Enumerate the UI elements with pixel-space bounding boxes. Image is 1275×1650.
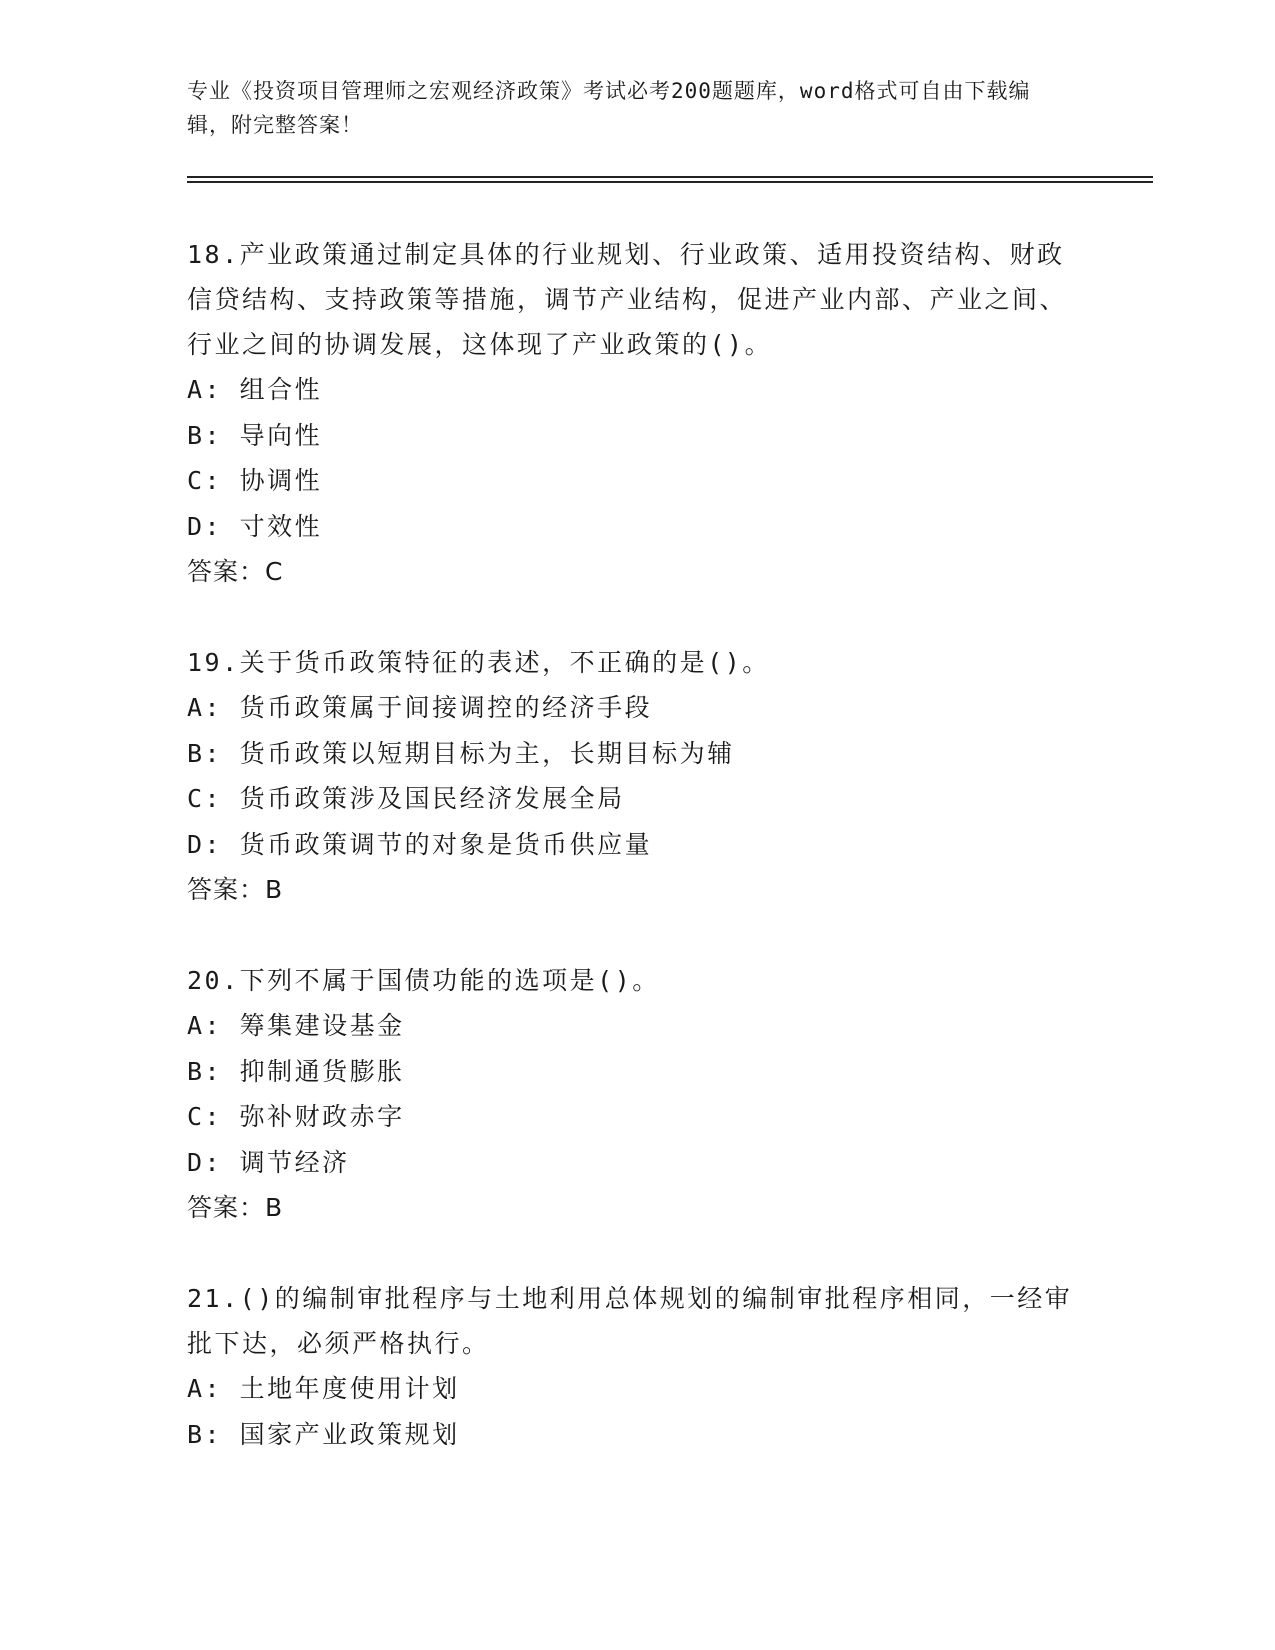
option-b: B: 导向性: [187, 420, 323, 450]
header-divider-top: [187, 176, 1153, 178]
option-a: A: 筹集建设基金: [187, 1011, 405, 1040]
question-stem: 21.()的编制审批程序与土地利用总体规划的编制审批程序相同，一经审批下达，必须严格执行。: [187, 1284, 1073, 1358]
header-divider-bottom: [187, 181, 1153, 183]
question-list: [187, 232, 1087, 1503]
option-a: A: 土地年度使用计划: [187, 1374, 460, 1403]
option-c: C: 协调性: [187, 466, 323, 495]
question-18: [187, 232, 1087, 594]
option-c: C: 货币政策涉及国民经济发展全局: [187, 784, 625, 813]
option-d: D: 货币政策调节的对象是货币供应量: [187, 829, 653, 859]
question-stem: 18.产业政策通过制定具体的行业规划、行业政策、适用投资结构、财政信贷结构、支持政策等措施，调节产业结构，促进产业内部、产业之间、行业之间的协调发展，这体现了产业政策的()。: [187, 240, 1068, 359]
option-d: D: 调节经济: [187, 1147, 350, 1177]
option-a: A: 组合性: [187, 375, 323, 404]
document-header: 专业《投资项目管理师之宏观经济政策》考试必考200题题库，word格式可自由下载编辑，附完整答案！: [187, 79, 1031, 137]
question-stem: 20.下列不属于国债功能的选项是()。: [187, 966, 660, 995]
option-b: B: 抑制通货膨胀: [187, 1056, 405, 1086]
option-c: C: 弥补财政赤字: [187, 1102, 405, 1131]
answer: 答案：B: [187, 1193, 284, 1222]
question-stem: 19.关于货币政策特征的表述，不正确的是()。: [187, 648, 770, 677]
option-a: A: 货币政策属于间接调控的经济手段: [187, 693, 653, 722]
answer: 答案：C: [187, 557, 284, 586]
option-d: D: 寸效性: [187, 511, 323, 541]
option-b: B: 货币政策以短期目标为主，长期目标为辅: [187, 738, 735, 768]
option-b: B: 国家产业政策规划: [187, 1419, 460, 1449]
answer: 答案：B: [187, 875, 284, 904]
question-19: [187, 640, 1087, 912]
question-21: [187, 1276, 1087, 1457]
question-20: [187, 958, 1087, 1230]
